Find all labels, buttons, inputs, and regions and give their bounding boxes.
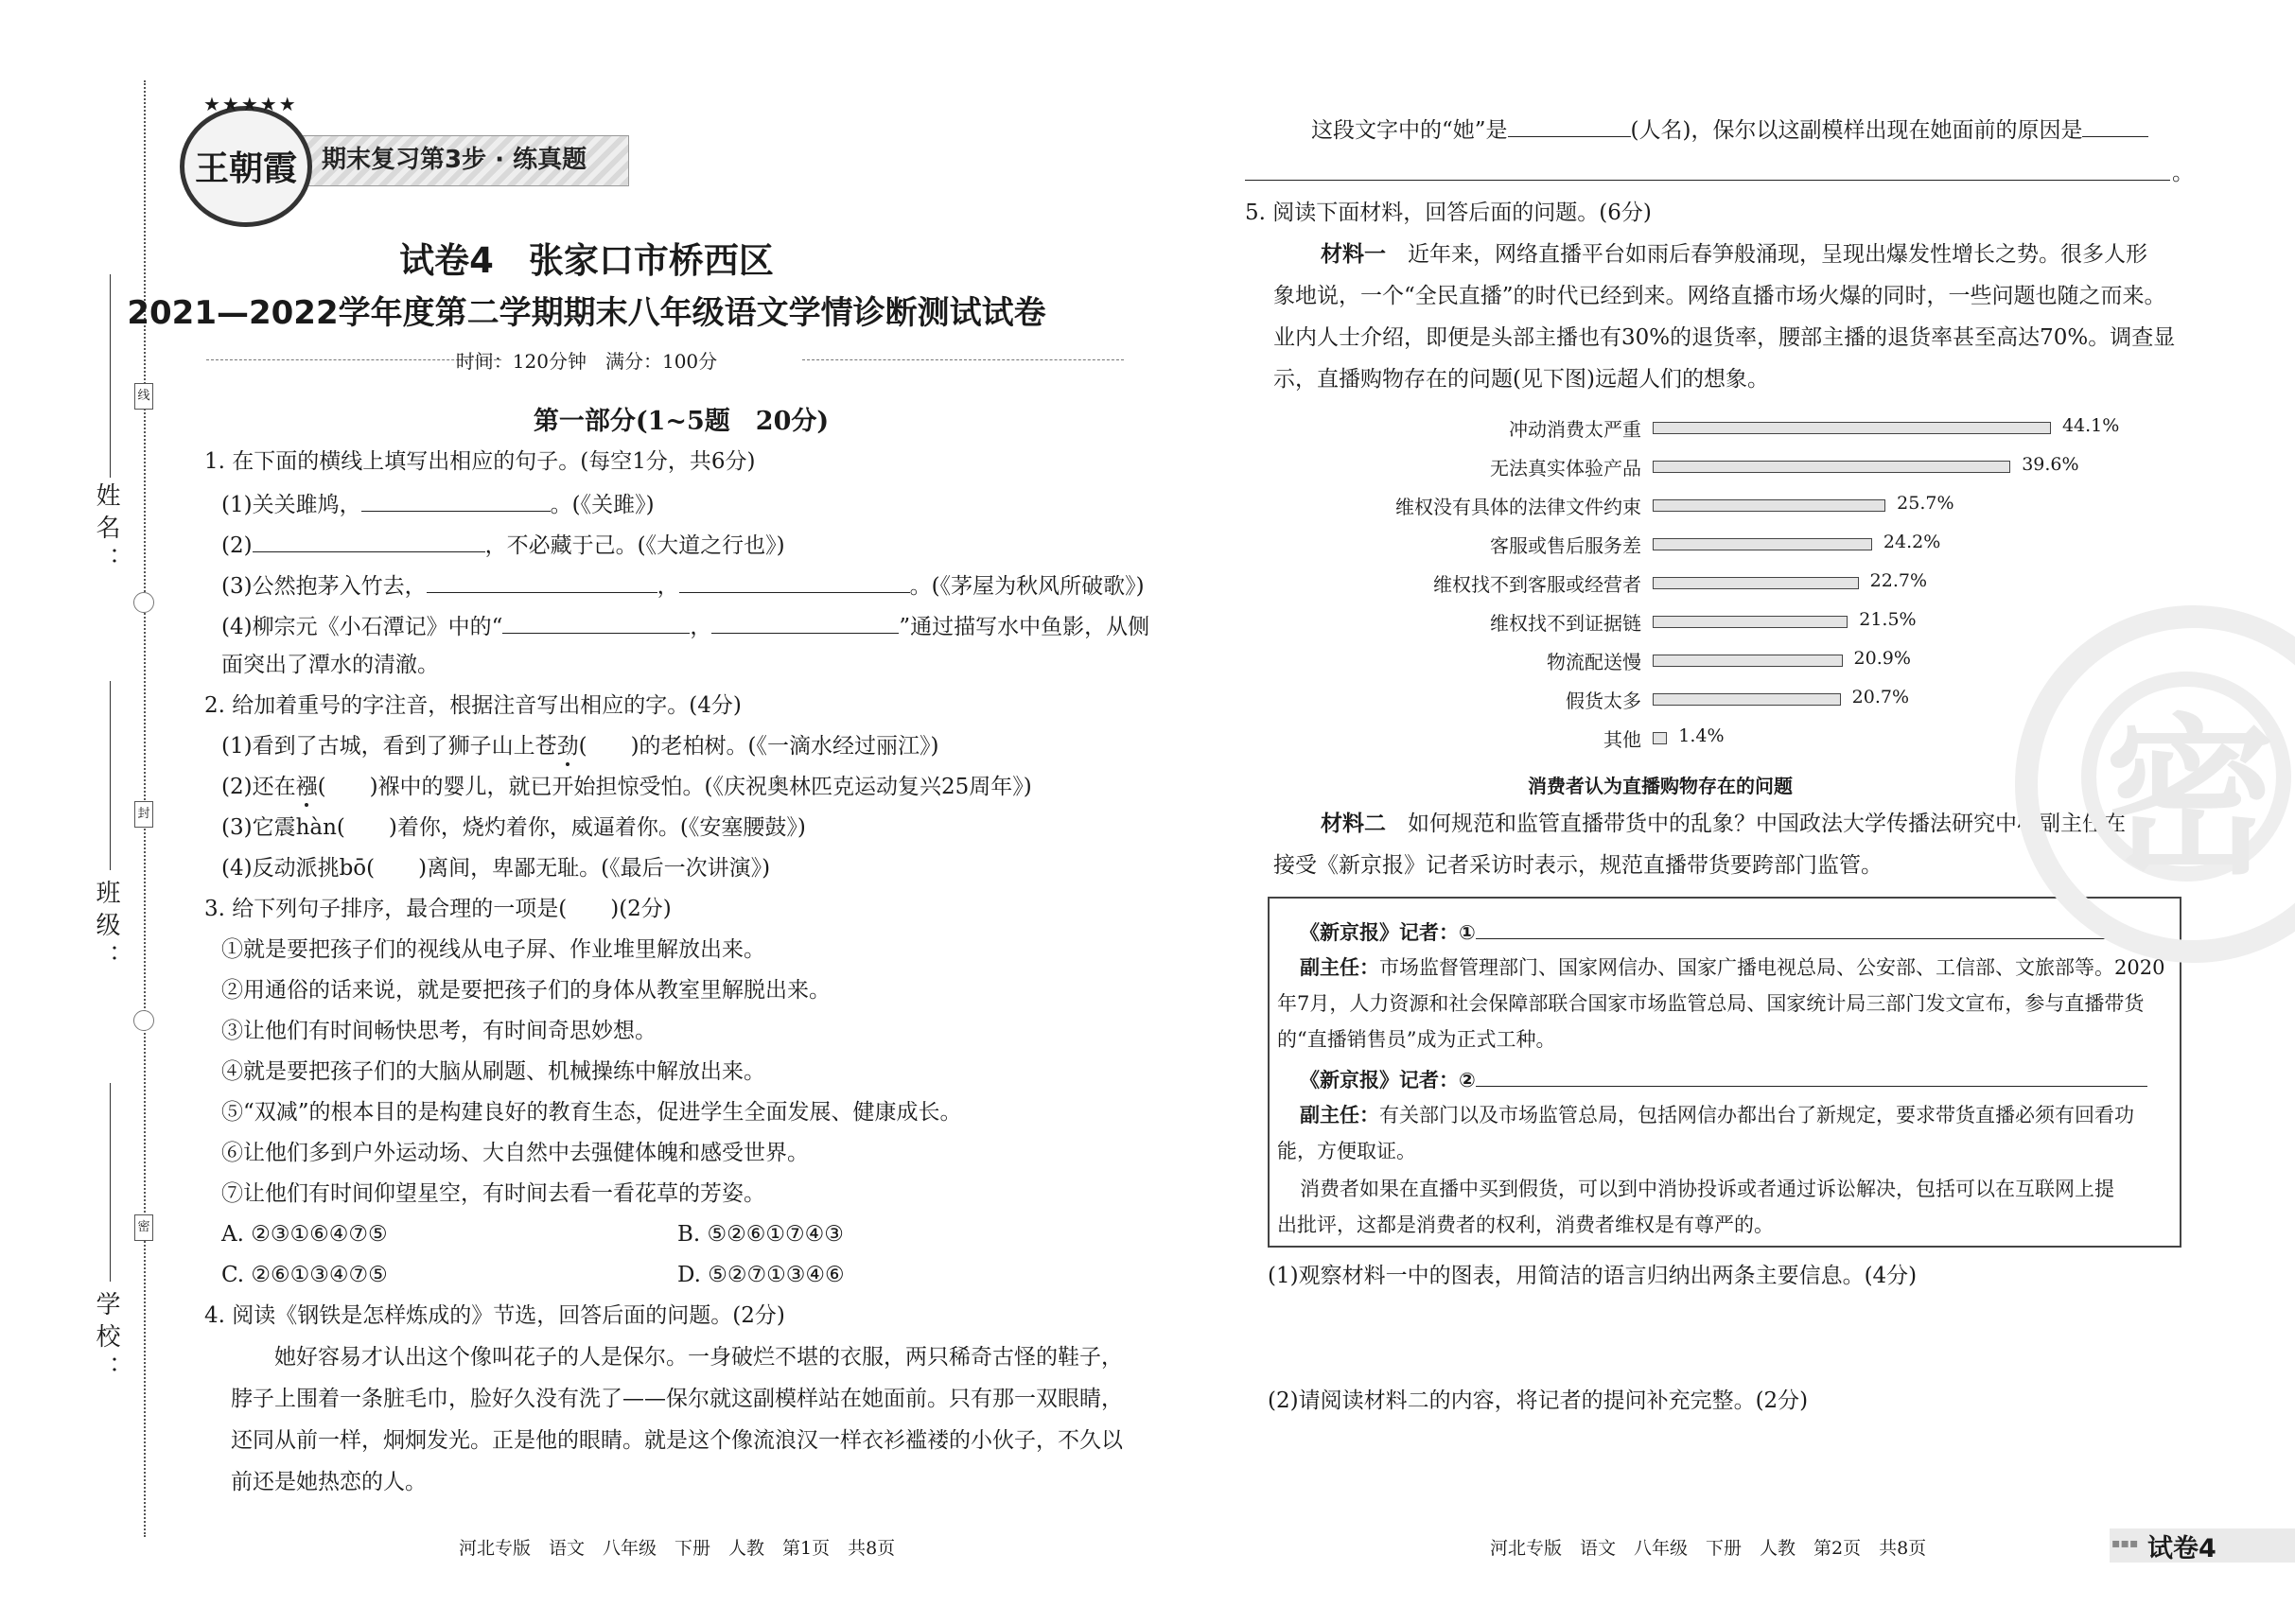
chart-data-label: 20.7%	[1851, 687, 1909, 707]
q4-question: 这段文字中的“她”是 (人名)，保尔以这副模样出现在她面前的原因是	[1311, 114, 2148, 145]
page-footer-right: 河北专版 语文 八年级 下册 人教 第2页 共8页	[1490, 1538, 1927, 1559]
footer-tag: 试卷4	[2147, 1534, 2216, 1563]
m1-line: 材料一 近年来，网络直播平台如雨后春笋般涌现，呈现出爆发性增长之势。很多人形	[1321, 242, 2147, 267]
q3-sentence: ⑤“双减”的根本目的是构建良好的教育生态，促进学生全面发展、健康成长。	[221, 1100, 962, 1125]
q3-sentence: ③让他们有时间畅快思考，有时间奇思妙想。	[221, 1019, 657, 1043]
answer-blank[interactable]	[361, 488, 551, 512]
chart-category-label: 维权找不到客服或经营者	[1433, 573, 1641, 596]
logo-stars-icon: ★★★★★	[203, 93, 298, 115]
m2-line: 接受《新京报》记者采访时表示，规范直播带货要跨部门监管。	[1273, 853, 1883, 878]
footer-grid-icon: ▪▪▪	[2111, 1536, 2139, 1551]
chart-data-label: 39.6%	[2022, 454, 2079, 475]
seal-box-secret: 密	[134, 1214, 153, 1241]
answer-blank[interactable]	[2082, 114, 2148, 137]
option-b[interactable]: B. ⑤②⑥①⑦④③	[677, 1222, 844, 1247]
q4-passage-line: 还同从前一样，炯炯发光。正是他的眼睛。就是这个像流浪汉一样衣衫褴褛的小伙子，不久以	[231, 1428, 1123, 1453]
chart-category-label: 无法真实体验产品	[1490, 457, 1641, 480]
chart-category-label: 其他	[1603, 728, 1641, 751]
q2-item-2: (2)还在襁( )褓中的婴儿，就已开始担惊受怕。(《庆祝奥林匹克运动复兴25周年》)	[221, 775, 1032, 799]
q1-item-3: (3)公然抱茅入竹去， ， 。(《茅屋为秋风所破歌》)	[221, 569, 1145, 601]
answer-blank[interactable]	[679, 569, 910, 593]
q2-item-1: (1)看到了古城，看到了狮子山上苍劲( )的老柏树。(《一滴水经过丽江》)	[221, 734, 939, 759]
option-d[interactable]: D. ⑤②⑦①③④⑥	[677, 1263, 845, 1287]
chart-data-label: 22.7%	[1869, 570, 1927, 591]
q5-sub2: (2)请阅读材料二的内容，将记者的提问补充完整。(2分)	[1268, 1388, 1809, 1413]
chart-bar	[1653, 732, 1667, 744]
answer-line: 年7月，人力资源和社会保障部联合国家市场监管总局、国家统计局三部门发文宣布，参与直播带货	[1277, 992, 2145, 1015]
q4-passage-line: 脖子上围着一条脏毛巾，脸好久没有洗了——保尔就这副模样站在她面前。只有那一双眼睛，	[231, 1387, 1123, 1411]
chart-data-label: 24.2%	[1883, 532, 1941, 552]
q3-sentence: ①就是要把孩子们的视线从电子屏、作业堆里解放出来。	[221, 937, 765, 962]
answer-blank[interactable]	[427, 569, 657, 593]
q1-stem: 1. 在下面的横线上填写出相应的句子。(每空1分，共6分)	[204, 449, 756, 474]
chart-data-label: 1.4%	[1678, 725, 1725, 746]
q1-item-2: (2) ，不必藏于己。(《大道之行也》)	[221, 529, 785, 560]
logo-text: 王朝霞	[195, 148, 298, 188]
watermark-seal-text: 密	[2105, 700, 2276, 898]
chart-bar	[1653, 422, 2051, 434]
chart-data-label: 21.5%	[1859, 609, 1917, 630]
chart-data-label: 44.1%	[2061, 415, 2120, 436]
chart-bar	[1653, 693, 1841, 706]
chart-bar	[1653, 538, 1872, 550]
q1-item-1: (1)关关雎鸠， 。(《关雎》)	[221, 488, 655, 519]
q3-sentence: ④就是要把孩子们的大脑从刷题、机械操练中解放出来。	[221, 1059, 765, 1084]
answer-blank[interactable]	[253, 529, 485, 552]
name-label: 姓名：	[92, 482, 120, 579]
m1-line: 业内人士介绍，即便是头部主播也有30%的退货率，腰部主播的退货率甚至高达70%。调查显	[1273, 325, 2176, 350]
answer-blank[interactable]	[1476, 916, 2147, 939]
answer-line[interactable]	[1245, 180, 2170, 181]
q2-stem: 2. 给加着重号的字注音，根据注音写出相应的字。(4分)	[204, 693, 742, 718]
q3-sentence: ②用通俗的话来说，就是要把孩子们的身体从教室里解脱出来。	[221, 978, 831, 1003]
chart-bar	[1653, 655, 1843, 667]
q5-stem: 5. 阅读下面材料，回答后面的问题。(6分)	[1245, 201, 1652, 225]
answer-line: 副主任：有关部门以及市场监管总局，包括网信办都出台了新规定，要求带货直播必须有回看功	[1300, 1104, 2134, 1126]
answer-area[interactable]	[1268, 1423, 2176, 1508]
answer-line: 的“直播销售员”成为正式工种。	[1277, 1028, 1556, 1051]
chart-bar	[1653, 616, 1848, 628]
chart-bar	[1653, 461, 2010, 473]
chart-category-label: 冲动消费太严重	[1509, 418, 1641, 441]
q3-sentence: ⑦让他们有时间仰望星空，有时间去看一看花草的芳姿。	[221, 1181, 765, 1206]
part-title: 第一部分(1~5题 20分)	[533, 407, 830, 436]
class-label: 班级：	[92, 880, 120, 976]
exam-info: 时间：120分钟 满分：100分	[455, 350, 718, 373]
reporter-q1: 《新京报》记者：①	[1300, 916, 2147, 947]
q5-sub1: (1)观察材料一中的图表，用简洁的语言归纳出两条主要信息。(4分)	[1268, 1264, 1918, 1288]
chart-title: 消费者认为直播购物存在的问题	[1528, 775, 1793, 797]
chart-category-label: 假货太多	[1566, 690, 1641, 712]
answer-line: 副主任：市场监督管理部门、国家网信办、国家广播电视总局、公安部、工信部、文旅部等。2020	[1300, 956, 2165, 979]
chart-category-label: 物流配送慢	[1547, 651, 1641, 673]
answer-blank[interactable]	[711, 610, 899, 634]
chart-category-label: 客服或售后服务差	[1490, 534, 1641, 557]
q3-sentence: ⑥让他们多到户外运动场、大自然中去强健体魄和感受世界。	[221, 1141, 809, 1165]
chart-bar	[1653, 499, 1885, 512]
q4-passage-line: 前还是她热恋的人。	[231, 1470, 427, 1494]
answer-area[interactable]	[1268, 1298, 2176, 1383]
option-a[interactable]: A. ②③①⑥④⑦⑤	[221, 1222, 388, 1247]
page-subtitle: 2021—2022学年度第二学期期末八年级语文学情诊断测试试卷	[127, 294, 1046, 332]
page-title: 试卷4 张家口市桥西区	[399, 240, 774, 281]
page-footer-left: 河北专版 语文 八年级 下册 人教 第1页 共8页	[459, 1538, 896, 1559]
binding-hole-icon	[133, 1010, 154, 1031]
chart-category-label: 维权没有具体的法律文件约束	[1395, 496, 1641, 518]
q4-stem: 4. 阅读《钢铁是怎样炼成的》节选，回答后面的问题。(2分)	[204, 1303, 785, 1328]
header-banner: 期末复习第3步 · 练真题	[322, 146, 587, 174]
m1-line: 象地说，一个“全民直播”的时代已经到来。网络直播市场火爆的同时，一些问题也随之而来。	[1273, 284, 2166, 308]
q2-item-3: (3)它震hàn( )着你，烧灼着你，威逼着你。(《安塞腰鼓》)	[221, 815, 806, 840]
answer-line: 消费者如果在直播中买到假货，可以到中消协投诉或者通过诉讼解决，包括可以在互联网上提	[1300, 1178, 2114, 1200]
chart-bar	[1653, 577, 1859, 589]
q4-period: 。	[2172, 161, 2194, 185]
class-blank	[110, 681, 111, 870]
q2-item-4: (4)反动派挑bō( )离间，卑鄙无耻。(《最后一次讲演》)	[221, 856, 771, 881]
q4-passage-line: 她好容易才认出这个像叫花子的人是保尔。一身破烂不堪的衣服，两只稀奇古怪的鞋子，	[274, 1345, 1123, 1370]
m2-line: 材料二 如何规范和监管直播带货中的乱象？中国政法大学传播法研究中心副主任在	[1321, 812, 2126, 836]
school-label: 学校：	[92, 1291, 120, 1388]
q3-stem: 3. 给下列句子排序，最合理的一项是( )(2分)	[204, 897, 672, 921]
m1-line: 示，直播购物存在的问题(见下图)远超人们的想象。	[1273, 367, 1769, 392]
answer-line: 能，方便取证。	[1277, 1140, 1416, 1162]
seal-box-line: 线	[134, 383, 153, 410]
binding-hole-icon	[133, 592, 154, 613]
reporter-q2: 《新京报》记者：②	[1300, 1063, 2147, 1094]
answer-blank[interactable]	[1508, 114, 1631, 137]
answer-blank[interactable]	[502, 610, 690, 634]
chart-category-label: 维权找不到证据链	[1490, 612, 1641, 635]
answer-line: 出批评，这都是消费者的权利，消费者维权是有尊严的。	[1277, 1214, 1774, 1236]
seal-box-seal: 封	[134, 801, 153, 828]
answer-blank[interactable]	[1476, 1063, 2147, 1087]
school-blank	[110, 1083, 111, 1282]
chart-data-label: 20.9%	[1853, 648, 1911, 669]
q1-item-4-cont: 面突出了潭水的清澈。	[221, 653, 439, 677]
option-c[interactable]: C. ②⑥①③④⑦⑤	[221, 1263, 388, 1287]
chart-data-label: 25.7%	[1897, 493, 1954, 514]
q1-item-4: (4)柳宗元《小石潭记》中的“ ， ”通过描写水中鱼影，从侧	[221, 610, 1149, 641]
